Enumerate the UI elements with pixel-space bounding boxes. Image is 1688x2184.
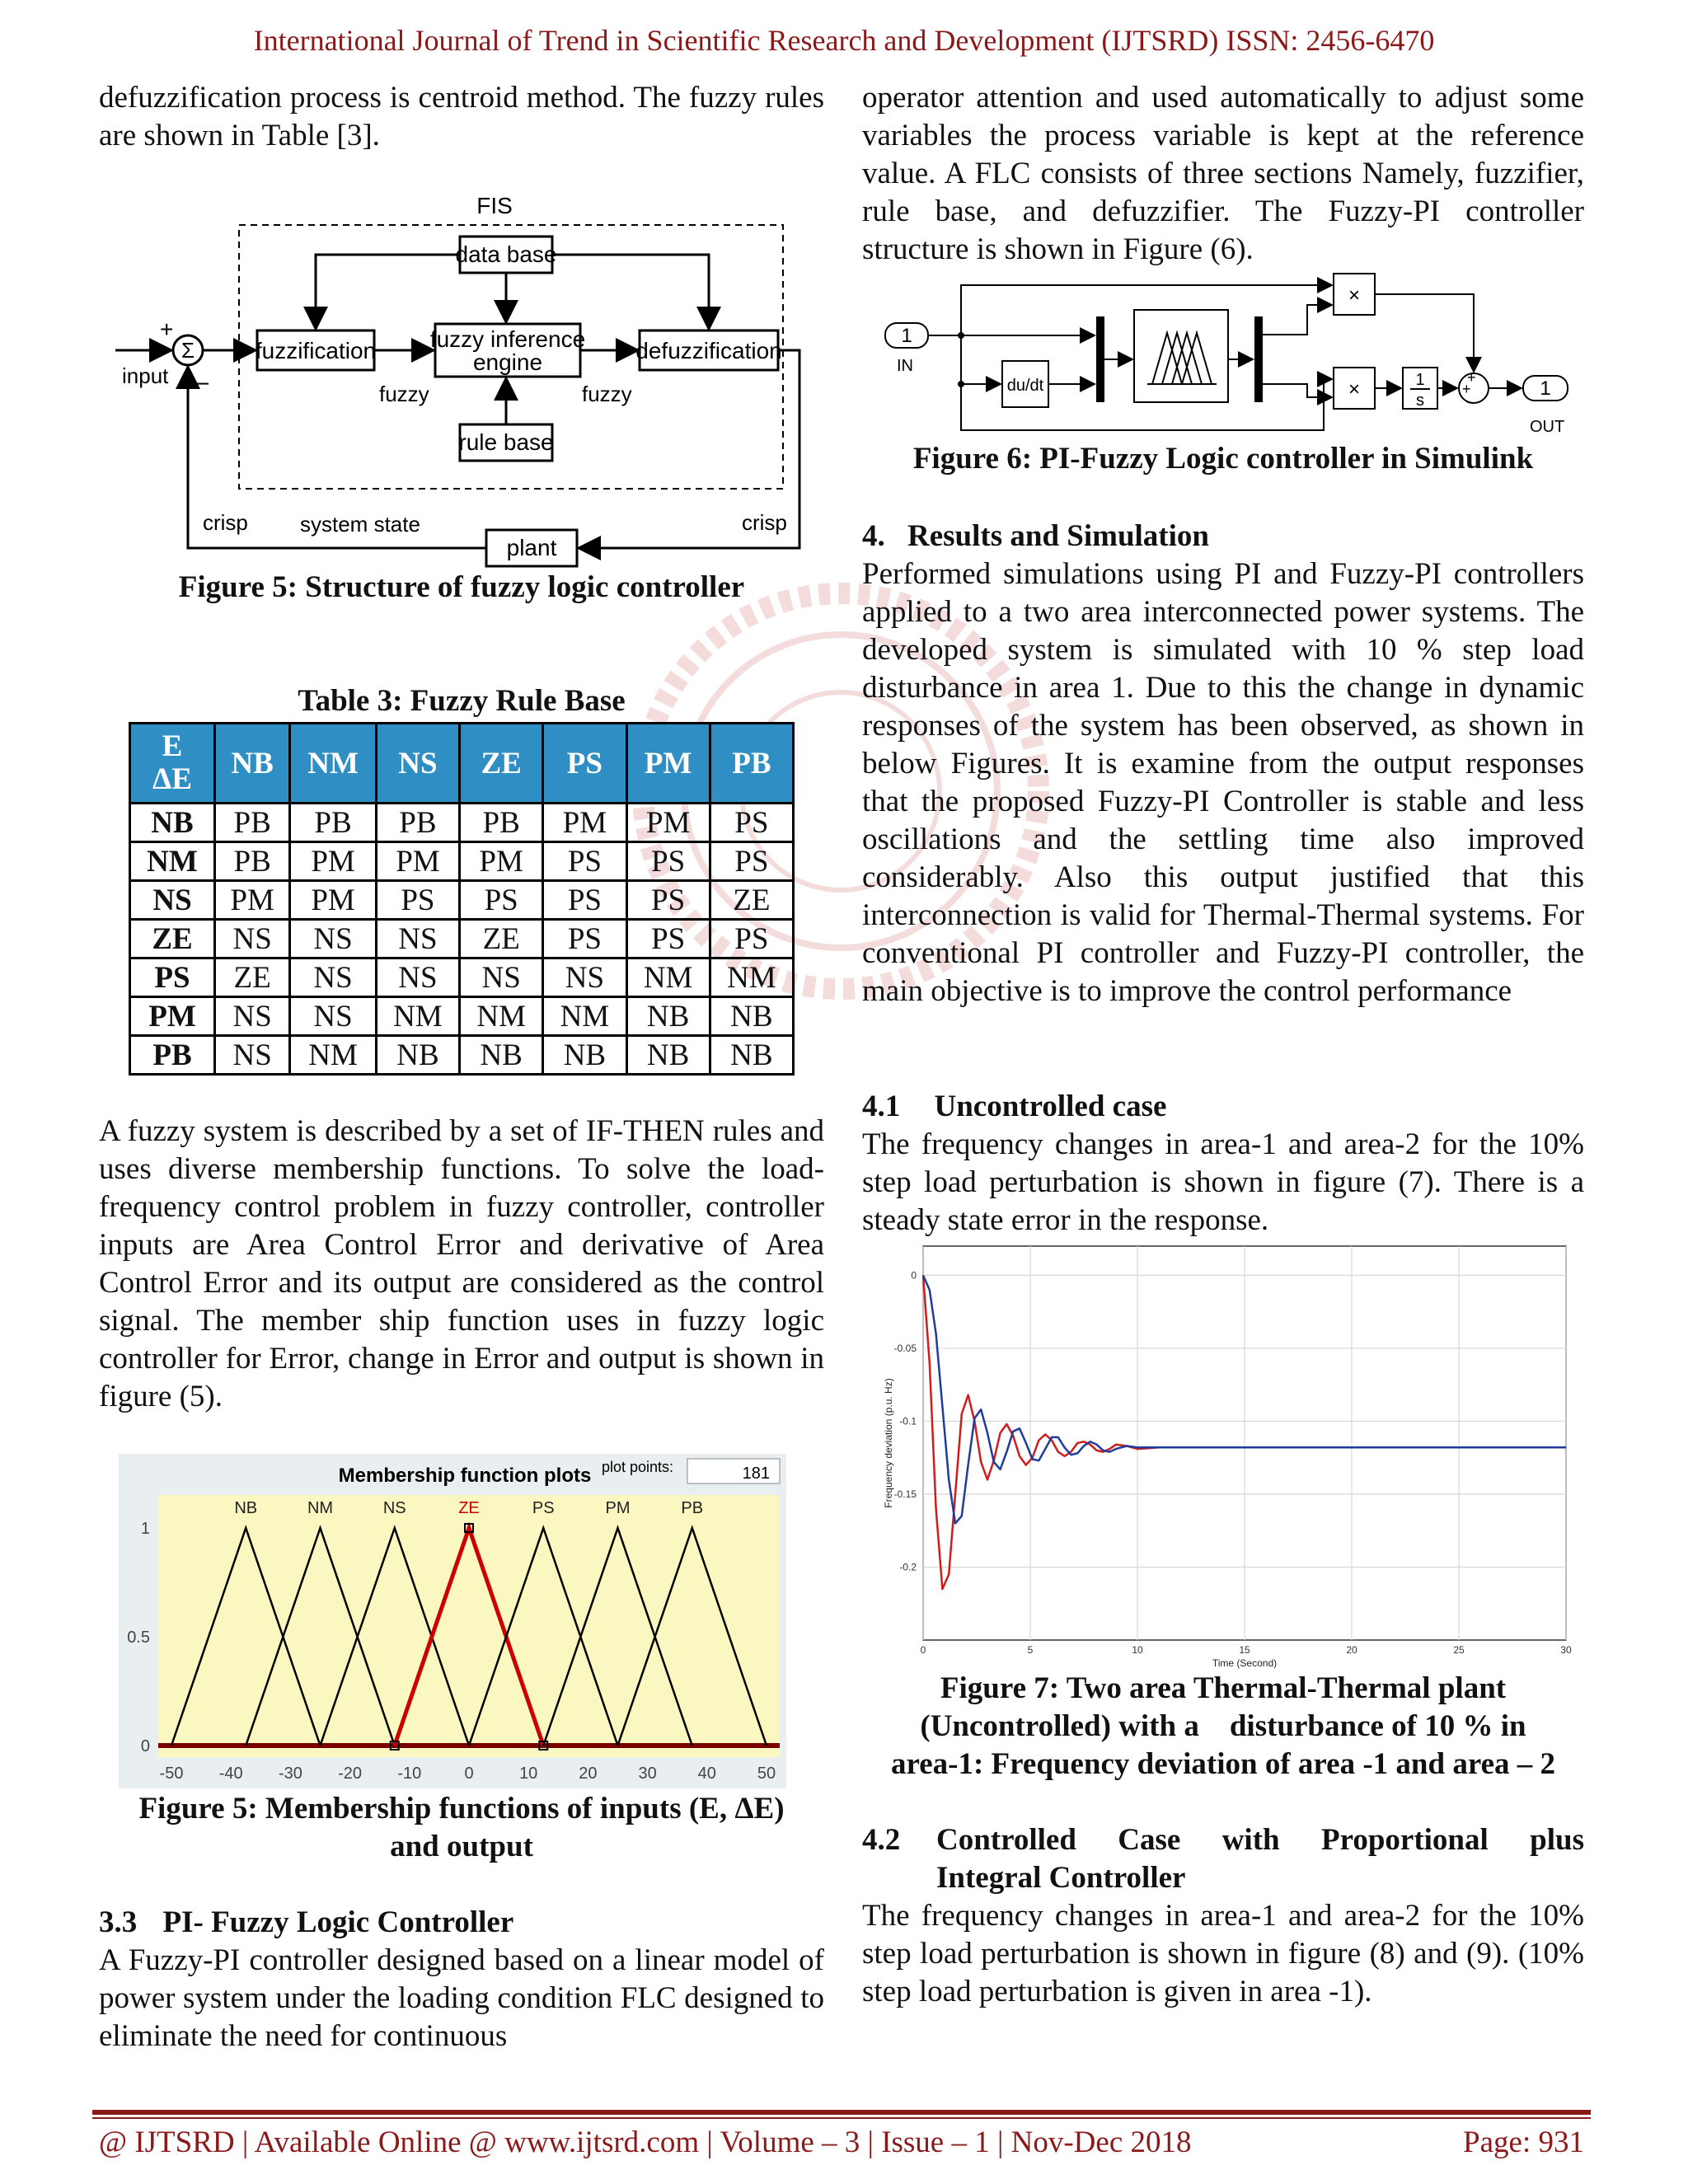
x-tick-label: 0	[920, 1644, 926, 1656]
table-cell: NM	[460, 997, 543, 1036]
x-tick-label: -20	[338, 1765, 363, 1783]
x-tick-label: 5	[1027, 1644, 1034, 1656]
row-header: NM	[130, 842, 215, 881]
table-cell: PM	[626, 804, 710, 842]
mf-series-label: PS	[532, 1499, 555, 1517]
minus-sign: −	[196, 371, 210, 396]
demux-block[interactable]	[1254, 316, 1263, 402]
frequency-deviation-plot	[877, 1238, 1591, 1670]
page-footer	[99, 2125, 1584, 2160]
x-tick-label: -10	[397, 1765, 422, 1783]
table-cell: PS	[710, 920, 793, 958]
row-header: PB	[130, 1036, 215, 1075]
right-paragraph-1: operator attention and used automatically to adjust some variables the process variable is kept at the reference value. A FLC consists of three sections Namely, fuzzifier, rule base, and defuzzifier. The Fuzzy-PI controller structure is shown in Figure (6).	[862, 81, 1584, 266]
mf-series-label: NM	[307, 1499, 334, 1517]
simulink-pi-fuzzy-diagram	[879, 269, 1596, 442]
table-cell: NM	[710, 958, 793, 997]
mf-series-label: NS	[382, 1499, 406, 1517]
section-number: 3.3	[99, 1905, 138, 1939]
section-number: 4.	[862, 519, 885, 553]
x-tick-label: -50	[159, 1765, 184, 1783]
section-4-2-heading	[862, 1821, 1584, 1897]
table-cell: NS	[215, 1036, 290, 1075]
table-cell: NB	[626, 1036, 710, 1075]
in-port-number: 1	[901, 325, 912, 347]
section-4-heading	[862, 518, 1584, 555]
right-paragraph-4: The frequency changes in area-1 and area-2 for the 10% step load perturbation is shown in figure (8) and (9). (10% step load perturbation is given in area -1).	[862, 1899, 1584, 2008]
y-tick-label: 0	[140, 1737, 150, 1755]
right-paragraph-3: The frequency changes in area-1 and area-2 for the 10% step load perturbation is shown in figure (7). There is a steady state error in the response.	[862, 1127, 1584, 1237]
section-title-line-2: Integral Controller	[936, 1861, 1186, 1895]
row-header: ZE	[130, 920, 215, 958]
y-tick-label: -0.15	[893, 1488, 917, 1500]
x-axis-label: Time (Second)	[1212, 1657, 1278, 1669]
column-header: PM	[626, 724, 710, 804]
table-cell: NS	[290, 997, 377, 1036]
table-cell: NB	[543, 1036, 626, 1075]
table-3-title: Table 3: Fuzzy Rule Base	[298, 684, 626, 718]
diagram-connectors	[115, 255, 799, 548]
y-tick-label: 0	[911, 1269, 917, 1282]
table-cell: ZE	[460, 920, 543, 958]
defuzzification-label: defuzzification	[635, 338, 782, 363]
data-base-label: data base	[455, 241, 557, 267]
figure-5b-caption: Figure 5: Membership functions of inputs (E, ΔE) and output	[138, 1792, 785, 1863]
column-header: PB	[710, 724, 793, 804]
row-header: NS	[130, 881, 215, 920]
integrator-numerator: 1	[1415, 371, 1425, 389]
section-number: 4.2	[862, 1823, 901, 1857]
section-3-3-heading	[99, 1904, 824, 1942]
fuzzy-rule-table	[129, 722, 795, 1076]
column-header: ZE	[460, 724, 543, 804]
table-cell: PM	[376, 842, 459, 881]
table-cell: NS	[290, 920, 377, 958]
y-tick-label: -0.2	[899, 1561, 917, 1573]
table-cell: NS	[376, 958, 459, 997]
out-port-label: OUT	[1530, 418, 1565, 436]
section-number: 4.1	[862, 1090, 901, 1123]
integrator-denominator: s	[1416, 391, 1424, 410]
left-intro-paragraph: defuzzification process is centroid method. The fuzzy rules are shown in Table [3].	[99, 81, 824, 152]
table-cell: NB	[460, 1036, 543, 1075]
section-title-line-1: Controlled Case with Proportional plus	[936, 1823, 1584, 1857]
out-port-number: 1	[1540, 377, 1551, 400]
table-cell: NB	[710, 997, 793, 1036]
x-tick-label: 30	[1560, 1644, 1572, 1656]
table-cell: NS	[290, 958, 377, 997]
left-paragraph-2: A fuzzy system is described by a set of IF-THEN rules and uses diverse membership functions. To solve the load-frequency control problem in fuzzy controller, controller inputs are Area Control Error and derivative of Area Control Error and its output are considered as the control signal. The member ship function uses in fuzzy logic controller for Error, change in Error and output is shown in figure (5).	[99, 1114, 824, 1413]
table-cell: PB	[376, 804, 459, 842]
mf-series-label: ZE	[458, 1499, 480, 1517]
table-cell: NS	[215, 997, 290, 1036]
sigma-label: Σ	[181, 338, 195, 363]
table-cell: PS	[710, 842, 793, 881]
mf-series-label: NB	[234, 1499, 258, 1517]
fuzzy-label-right: fuzzy	[582, 382, 632, 406]
y-axis-label: Frequency deviation (p.u. Hz)	[883, 1378, 894, 1508]
footer-rule-thin	[92, 2117, 1591, 2119]
x-tick-label: 0	[464, 1765, 474, 1783]
footer-rule	[92, 2110, 1591, 2115]
y-tick-label: 0.5	[127, 1629, 150, 1647]
x-tick-label: 30	[638, 1765, 657, 1783]
inference-label-2: engine	[472, 349, 543, 375]
fuzzification-label: fuzzification	[255, 338, 377, 363]
table-cell: PS	[710, 804, 793, 842]
table-cell: PS	[543, 842, 626, 881]
row-header: NB	[130, 804, 215, 842]
table-cell: NB	[710, 1036, 793, 1075]
sum-plus-left: +	[1462, 381, 1471, 397]
table-cell: NB	[376, 1036, 459, 1075]
x-tick-label: 20	[579, 1765, 598, 1783]
x-tick-label: 20	[1346, 1644, 1357, 1656]
footer-journal-info: @ IJTSRD | Available Online @ www.ijtsrd.com | Volume – 3 | Issue – 1 | Nov-Dec 2018	[99, 2125, 1192, 2159]
x-tick-label: 40	[697, 1765, 716, 1783]
corner-e-label: E	[162, 729, 183, 763]
multiplier-top-label: ×	[1348, 284, 1361, 307]
table-corner-cell	[130, 724, 215, 804]
table-row	[130, 1036, 794, 1075]
table-cell: PB	[460, 804, 543, 842]
x-tick-label: 25	[1453, 1644, 1465, 1656]
fuzzy-label-left: fuzzy	[379, 382, 429, 406]
sum-plus-top: +	[1467, 369, 1476, 386]
system-state-label: system state	[300, 512, 420, 537]
table-cell: NB	[626, 997, 710, 1036]
row-header: PS	[130, 958, 215, 997]
table-cell: PB	[290, 804, 377, 842]
section-title: PI- Fuzzy Logic Controller	[162, 1905, 514, 1939]
table-row	[130, 920, 794, 958]
column-header: NB	[215, 724, 290, 804]
table-cell: NM	[626, 958, 710, 997]
row-header: PM	[130, 997, 215, 1036]
left-paragraph-3: A Fuzzy-PI controller designed based on a linear model of power system under the loading condition FLC designed to eliminate the need for continuous	[99, 1943, 824, 2053]
table-cell: NM	[543, 997, 626, 1036]
table-cell: PM	[543, 804, 626, 842]
section-title: Uncontrolled case	[934, 1090, 1167, 1123]
fuzzy-controller-structure-diagram	[115, 185, 808, 573]
table-cell: PM	[460, 842, 543, 881]
table-cell: NM	[376, 997, 459, 1036]
x-tick-label: -40	[218, 1765, 243, 1783]
fuzzy-logic-block[interactable]	[1134, 310, 1228, 402]
plus-sign: +	[160, 316, 174, 342]
table-header-row	[130, 724, 794, 804]
plot-points-value: 181	[742, 1465, 770, 1483]
plot-points-label: plot points:	[602, 1459, 674, 1475]
table-cell: NS	[215, 920, 290, 958]
mf-series-label: PM	[605, 1499, 631, 1517]
figure-6-caption: Figure 6: PI-Fuzzy Logic controller in Simulink	[912, 442, 1534, 476]
corner-de-label: ΔE	[152, 762, 192, 796]
table-cell: PS	[376, 881, 459, 920]
fis-label: FIS	[476, 193, 513, 218]
inference-label-1: fuzzy inference	[429, 326, 586, 352]
table-cell: PS	[626, 842, 710, 881]
x-tick-label: 15	[1239, 1644, 1250, 1656]
table-cell: PM	[290, 842, 377, 881]
membership-function-plot	[119, 1454, 786, 1788]
mux-block[interactable]	[1096, 316, 1104, 402]
plant-label: plant	[506, 535, 557, 560]
section-4-1-heading	[862, 1088, 1584, 1126]
column-header: NM	[290, 724, 377, 804]
derivative-label: du/dt	[1006, 377, 1044, 395]
table-cell: NM	[290, 1036, 377, 1075]
x-tick-label: -30	[278, 1765, 302, 1783]
in-port-label: IN	[897, 357, 913, 375]
table-cell: NS	[376, 920, 459, 958]
y-tick-label: 1	[140, 1520, 150, 1538]
table-cell: PM	[290, 881, 377, 920]
table-cell: NS	[460, 958, 543, 997]
page-number: Page: 931	[1463, 2125, 1584, 2159]
mf-title: Membership function plots	[338, 1465, 592, 1487]
mf-series-label: PB	[681, 1499, 704, 1517]
table-row	[130, 958, 794, 997]
table-row	[130, 881, 794, 920]
figure-5-caption: Figure 5: Structure of fuzzy logic controller	[178, 570, 745, 604]
column-header: NS	[376, 724, 459, 804]
x-tick-label: 50	[757, 1765, 776, 1783]
x-tick-label: 10	[1132, 1644, 1143, 1656]
y-tick-label: -0.05	[893, 1342, 917, 1354]
figure-7-caption: Figure 7: Two area Thermal-Thermal plant (Uncontrolled) with a disturbance of 10 % in area-1: Frequency deviation of area -1 and area – 2	[890, 1671, 1556, 1781]
right-paragraph-2: Performed simulations using PI and Fuzzy-PI controllers applied to a two area interconnected power systems. The developed system is simulated with 10 % step load disturbance in area 1. Due to this the change in dynamic responses of the system has been observed, as shown in below Figures. It is examine from the output responses that the proposed Fuzzy-PI Controller is stable and less oscillations and the settling time also improved considerably. Also this output justified that this interconnection is valid for Thermal-Thermal systems. For conventional PI controller and Fuzzy-PI controller, the main objective is to improve the control performance	[862, 557, 1584, 1008]
crisp-label-left: crisp	[203, 510, 248, 535]
column-header: PS	[543, 724, 626, 804]
table-cell: PS	[460, 881, 543, 920]
section-title: Results and Simulation	[907, 519, 1209, 553]
table-cell: PS	[543, 920, 626, 958]
table-cell: PS	[543, 881, 626, 920]
table-cell: PS	[626, 920, 710, 958]
input-label: input	[122, 363, 169, 388]
table-cell: PB	[215, 804, 290, 842]
table-cell: PS	[626, 881, 710, 920]
y-tick-label: -0.1	[899, 1415, 917, 1427]
table-row	[130, 842, 794, 881]
table-row	[130, 997, 794, 1036]
rule-base-label: rule base	[458, 429, 554, 455]
x-tick-label: 10	[519, 1765, 538, 1783]
multiplier-bottom-label: ×	[1348, 378, 1361, 401]
table-cell: PM	[215, 881, 290, 920]
table-row	[130, 804, 794, 842]
running-header: International Journal of Trend in Scientific Research and Development (IJTSRD) ISSN: 2456-6470	[253, 24, 1435, 57]
table-cell: NS	[543, 958, 626, 997]
crisp-label-right: crisp	[742, 510, 787, 535]
table-cell: PB	[215, 842, 290, 881]
table-cell: ZE	[215, 958, 290, 997]
table-cell: ZE	[710, 881, 793, 920]
